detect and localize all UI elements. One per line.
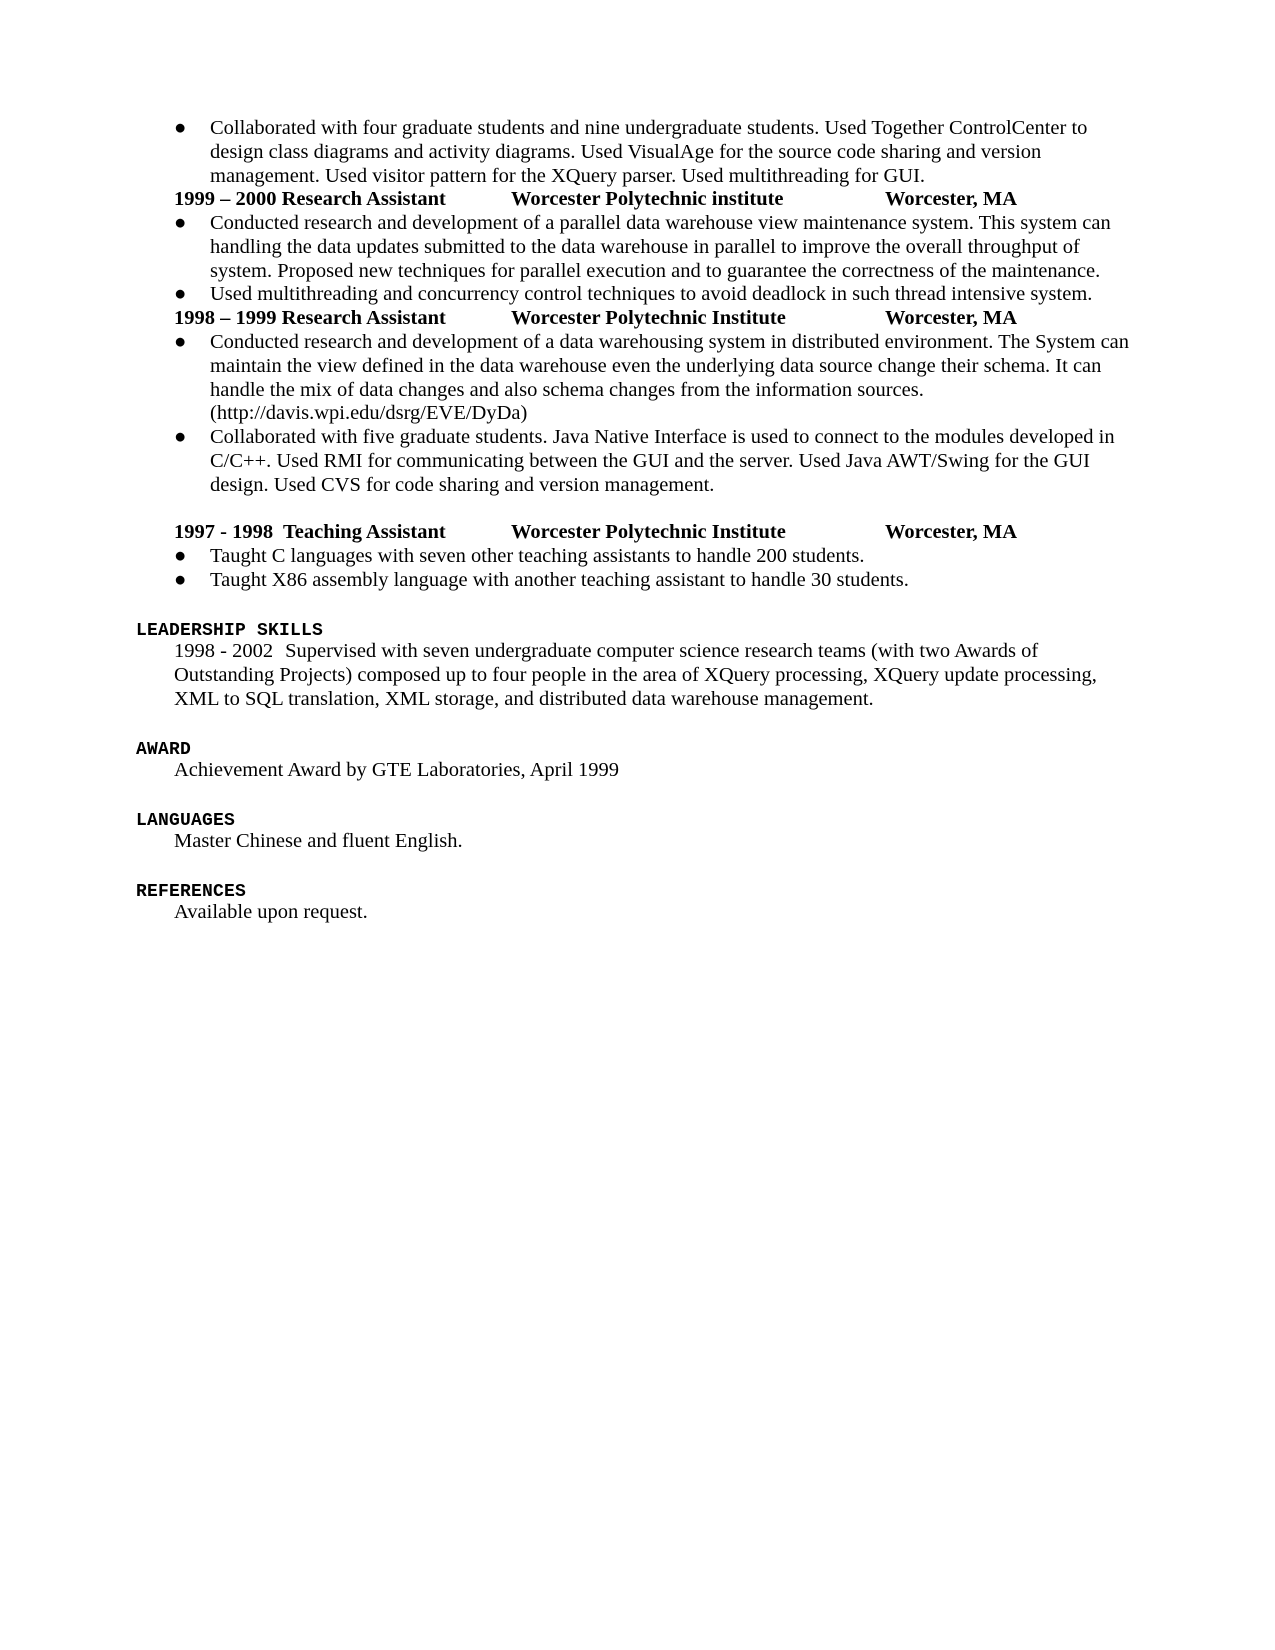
section-heading-references: REFERENCES [136,882,247,902]
bullet-icon: ● [174,331,187,353]
job-organization: Worcester Polytechnic Institute [511,307,786,329]
job-bullets-1998-1999 [174,331,1134,498]
job-bullets-1999-2000 [174,212,1134,307]
award-text: Achievement Award by GTE Laboratories, April 1999 [174,759,620,781]
job-title: 1999 – 2000 Research Assistant [174,188,446,210]
list-item [174,117,1134,188]
references-text: Available upon request. [174,901,368,923]
bullet-text: Collaborated with four graduate students and nine undergraduate students. Used Together ControlCenter to design class diagrams and activity diagrams. Used VisualAge for the source code sharing and version management. Used visitor pattern for the XQuery parser. Used multithreading for GUI. [210,117,1088,187]
section-heading-leadership: LEADERSHIP SKILLS [136,621,324,641]
job-title: 1998 – 1999 Research Assistant [174,307,446,329]
section-heading-award: AWARD [136,740,192,760]
job-organization: Worcester Polytechnic institute [511,188,784,210]
bullet-icon: ● [174,212,187,234]
list-item [174,545,1134,569]
bullet-icon: ● [174,283,187,306]
list-item [174,426,1134,497]
bullet-icon: ● [174,568,187,591]
bullet-text: Taught C languages with seven other teaching assistants to handle 200 students. [210,545,865,567]
bullet-list-continued [174,117,1134,188]
bullet-icon: ● [174,426,187,449]
list-item [174,212,1134,283]
languages-text: Master Chinese and fluent English. [174,830,463,852]
job-location: Worcester, MA [885,307,1018,329]
bullet-text: Conducted research and development of a data warehousing system in distributed environment. The System can maintain the view defined in the data warehouse even the underlying data source change their schema. It can handle the mix of data changes and also schema changes from the information sources. (http://davis.wpi.edu/dsrg/EVE/DyDa) [210,331,1130,425]
leadership-text: Supervised with seven undergraduate computer science research teams (with two Awards of Outstanding Projects) composed up to four people in the area of XQuery processing, XQuery update processing, XML to SQL translation, XML storage, and distributed data warehouse management. [174,640,1097,710]
bullet-text: Used multithreading and concurrency control techniques to avoid deadlock in such thread intensive system. [210,283,1093,306]
bullet-icon: ● [174,545,187,567]
list-item [174,331,1134,426]
list-item [174,283,1134,307]
job-location: Worcester, MA [885,521,1018,543]
bullet-icon: ● [174,117,187,139]
bullet-text: Taught X86 assembly language with another teaching assistant to handle 30 students. [210,568,909,591]
job-location: Worcester, MA [885,188,1018,210]
section-heading-languages: LANGUAGES [136,811,236,831]
bullet-text: Collaborated with five graduate students. Java Native Interface is used to connect to the modules developed in C/C++. Used RMI for communicating between the GUI and the server. Used Java AWT/Swing for the GUI design. Used CVS for code sharing and version management. [210,426,1115,496]
job-title: 1997 - 1998 Teaching Assistant [174,521,446,543]
job-bullets-1997-1998 [174,545,1134,593]
leadership-years: 1998 - 2002 [174,640,274,662]
job-organization: Worcester Polytechnic Institute [511,521,786,543]
list-item [174,569,1134,593]
section-body-leadership [174,640,1124,711]
bullet-text: Conducted research and development of a parallel data warehouse view maintenance system. This system can handling the data updates submitted to the data warehouse in parallel to improve the overall throughput of system. Proposed new techniques for parallel execution and to guarantee the correctness of the maintenance. [210,212,1111,282]
